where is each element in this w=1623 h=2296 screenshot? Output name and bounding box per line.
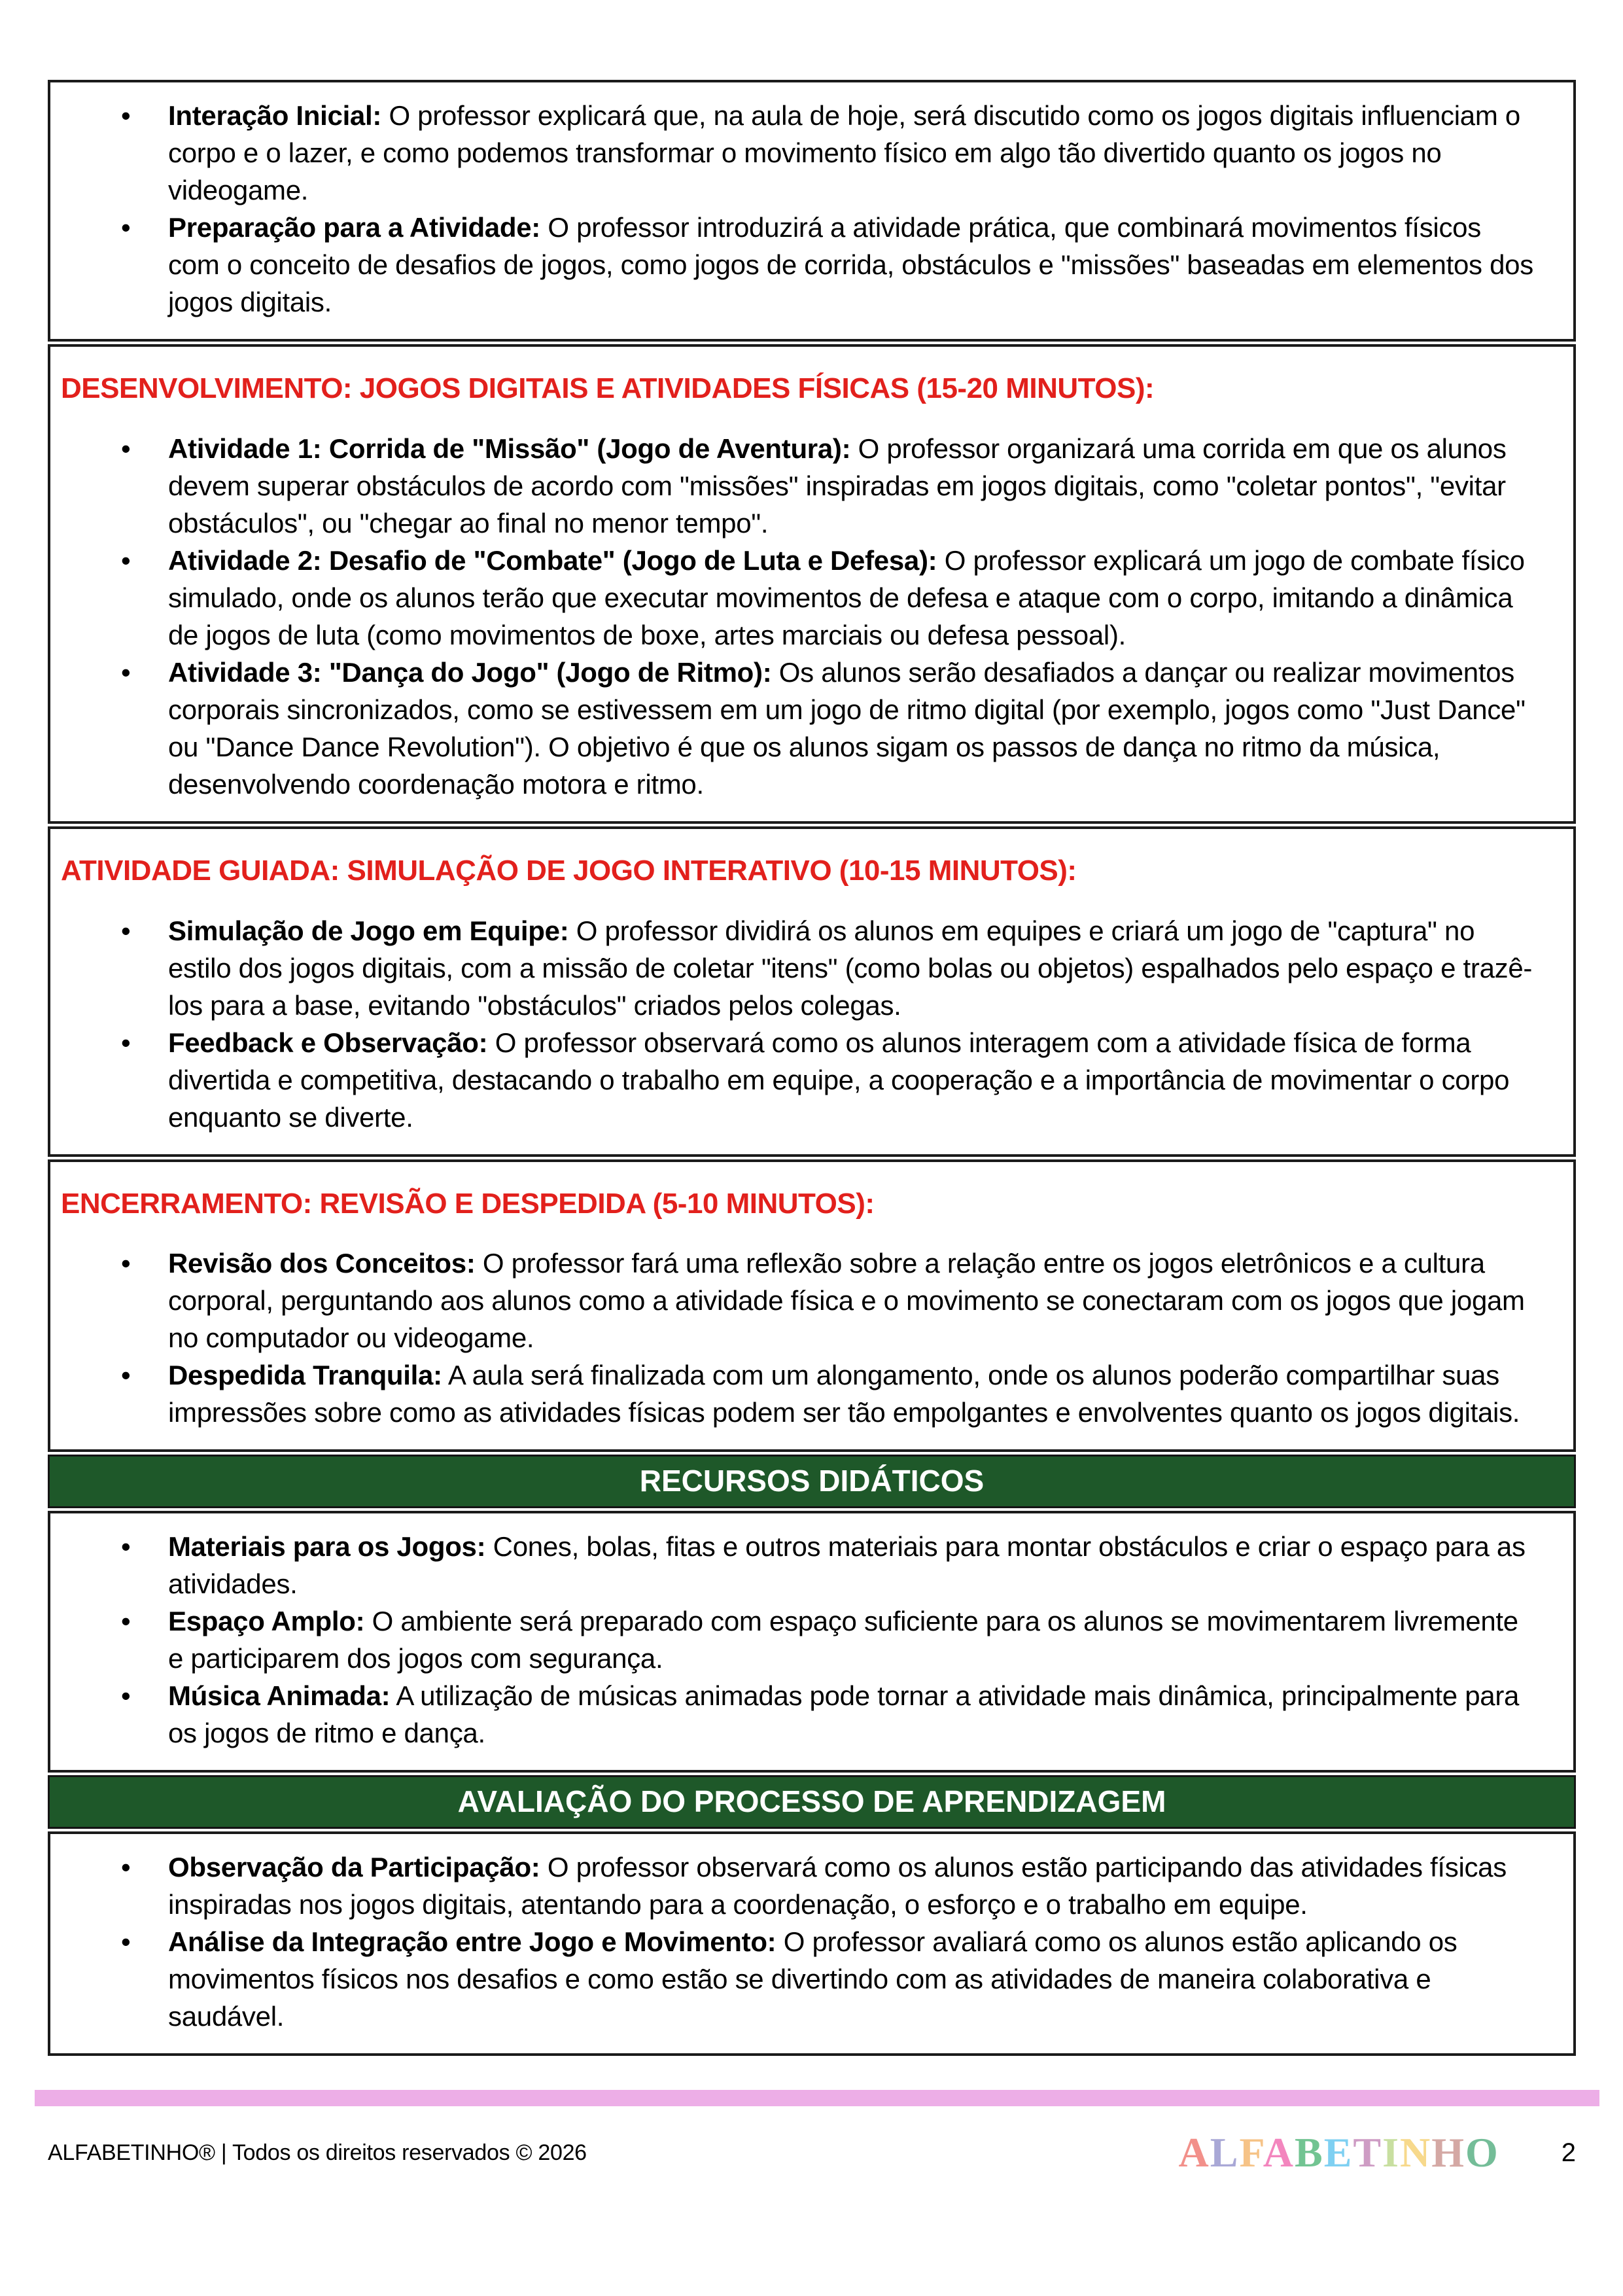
bullet-text bbox=[168, 1602, 1573, 1677]
logo-letter: N bbox=[1399, 2129, 1432, 2176]
bullet-label: Despedida Tranquila: bbox=[168, 1360, 442, 1391]
bullet-text bbox=[168, 1528, 1573, 1602]
logo-letter: H bbox=[1431, 2129, 1465, 2176]
bullet-text bbox=[168, 1356, 1573, 1431]
section-box bbox=[48, 1159, 1576, 1453]
logo-letter: A bbox=[1263, 2129, 1295, 2176]
bullet-text bbox=[168, 1245, 1573, 1356]
alfabetinho-logo bbox=[1179, 2128, 1499, 2177]
bullet-body: Os alunos serão desafiados a dançar ou realizar movimentos corporais sincronizados, como se estivessem em um jogo de ritmo digital (por exemplo, jogos como "Just Dance" ou "Dance Dance Revolution"). O objetivo é que os alunos sigam os passos de dança no ritmo da música, desenvolvendo coordenação motora e ritmo. bbox=[168, 656, 1526, 800]
section-box bbox=[48, 826, 1576, 1157]
bullet-body: O professor observará como os alunos estão participando das atividades físicas inspiradas nos jogos digitais, atentando para a coordenação, o esforço e o trabalho em equipe. bbox=[168, 1852, 1507, 1920]
bullet-list bbox=[50, 1528, 1573, 1752]
bullet-icon: • bbox=[121, 1926, 131, 1958]
page-footer bbox=[48, 2090, 1576, 2177]
list-item bbox=[50, 1245, 1573, 1356]
footer-divider-bar bbox=[35, 2090, 1599, 2106]
bullet-icon: • bbox=[121, 1248, 131, 1279]
bullet-label: Atividade 1: Corrida de "Missão" (Jogo de Aventura): bbox=[168, 433, 851, 464]
footer-right-cluster bbox=[1179, 2128, 1576, 2177]
bullet-icon: • bbox=[121, 212, 131, 243]
bullet-label: Interação Inicial: bbox=[168, 100, 382, 131]
bullet-icon: • bbox=[121, 100, 131, 131]
bullet-icon: • bbox=[121, 915, 131, 946]
bullet-icon: • bbox=[121, 433, 131, 464]
bullet-label: Análise da Integração entre Jogo e Movimento: bbox=[168, 1926, 777, 1958]
list-item bbox=[50, 1923, 1573, 2035]
bullet-icon: • bbox=[121, 1852, 131, 1883]
list-item bbox=[50, 1356, 1573, 1431]
logo-letter: F bbox=[1239, 2129, 1263, 2176]
bullet-body: O professor avaliará como os alunos estão aplicando os movimentos físicos nos desafios e como estão se divertindo com as atividades de maneira colaborativa e saudável. bbox=[168, 1926, 1457, 2032]
page-number: 2 bbox=[1561, 2138, 1576, 2167]
bullet-text bbox=[168, 430, 1573, 542]
bullet-icon: • bbox=[121, 1606, 131, 1637]
bullet-body: A aula será finalizada com um alongamento, onde os alunos poderão compartilhar suas impressões sobre como as atividades físicas podem ser tão empolgantes e envolventes quanto os jogos digitais. bbox=[168, 1360, 1520, 1428]
list-item bbox=[50, 1024, 1573, 1136]
list-item bbox=[50, 430, 1573, 542]
list-item bbox=[50, 1677, 1573, 1752]
bullet-text bbox=[168, 542, 1573, 654]
bullet-label: Revisão dos Conceitos: bbox=[168, 1248, 476, 1279]
bullet-body: O professor introduzirá a atividade prática, que combinará movimentos físicos com o conceito de desafios de jogos, como jogos de corrida, obstáculos e "missões" baseadas em elementos dos jogos digitais. bbox=[168, 212, 1533, 317]
bullet-label: Preparação para a Atividade: bbox=[168, 212, 540, 243]
list-item bbox=[50, 1528, 1573, 1602]
bullet-icon: • bbox=[121, 1531, 131, 1563]
bullet-icon: • bbox=[121, 656, 131, 688]
bullet-list bbox=[50, 97, 1573, 321]
section-box bbox=[48, 344, 1576, 824]
sections-container bbox=[48, 80, 1576, 2056]
section-box bbox=[48, 80, 1576, 342]
bullet-label: Simulação de Jogo em Equipe: bbox=[168, 915, 569, 946]
bullet-body: A utilização de músicas animadas pode tornar a atividade mais dinâmica, principalmente para os jogos de ritmo e dança. bbox=[168, 1680, 1520, 1749]
list-item bbox=[50, 912, 1573, 1024]
bullet-list bbox=[50, 912, 1573, 1136]
bullet-label: Música Animada: bbox=[168, 1680, 391, 1712]
list-item bbox=[50, 542, 1573, 654]
section-heading: ATIVIDADE GUIADA: SIMULAÇÃO DE JOGO INTERATIVO (10-15 MINUTOS): bbox=[61, 854, 1077, 887]
bullet-body: O ambiente será preparado com espaço suficiente para os alunos se movimentarem livremente e participarem dos jogos com segurança. bbox=[168, 1606, 1518, 1674]
bullet-text bbox=[168, 912, 1573, 1024]
list-item bbox=[50, 1848, 1573, 1923]
logo-letter: O bbox=[1465, 2129, 1499, 2176]
list-item bbox=[50, 1602, 1573, 1677]
bullet-icon: • bbox=[121, 1027, 131, 1058]
bullet-label: Materiais para os Jogos: bbox=[168, 1531, 486, 1563]
logo-letter: L bbox=[1210, 2129, 1240, 2176]
bullet-label: Observação da Participação: bbox=[168, 1852, 540, 1883]
section-banner: AVALIAÇÃO DO PROCESSO DE APRENDIZAGEM bbox=[48, 1775, 1576, 1829]
bullet-label: Atividade 3: "Dança do Jogo" (Jogo de Ritmo): bbox=[168, 656, 772, 688]
bullet-label: Atividade 2: Desafio de "Combate" (Jogo de Luta e Defesa): bbox=[168, 544, 937, 576]
bullet-text bbox=[168, 209, 1573, 321]
bullet-icon: • bbox=[121, 1360, 131, 1391]
bullet-body: O professor fará uma reflexão sobre a relação entre os jogos eletrônicos e a cultura corporal, perguntando aos alunos como a atividade física e o movimento se conectaram com os jogos que jogam no computador ou videogame. bbox=[168, 1248, 1525, 1354]
bullet-body: O professor dividirá os alunos em equipes e criará um jogo de "captura" no estilo dos jogos digitais, com a missão de coletar "itens" (como bolas ou objetos) espalhados pelo espaço e trazê-los para a base, evitando "obstáculos" criados pelos colegas. bbox=[168, 915, 1533, 1021]
bullet-text bbox=[168, 1677, 1573, 1752]
section-box bbox=[48, 1831, 1576, 2056]
bullet-body: O professor observará como os alunos interagem com a atividade física de forma divertida e competitiva, destacando o trabalho em equipe, a cooperação e a importância de movimentar o corpo enquanto se diverte. bbox=[168, 1027, 1510, 1133]
section-box bbox=[48, 1511, 1576, 1773]
bullet-icon: • bbox=[121, 1680, 131, 1712]
bullet-text bbox=[168, 654, 1573, 803]
logo-letter: B bbox=[1295, 2129, 1324, 2176]
bullet-list bbox=[50, 1848, 1573, 2035]
bullet-body: O professor organizará uma corrida em que os alunos devem superar obstáculos de acordo com "missões" inspiradas em jogos digitais, como "coletar pontos", "evitar obstáculos", ou "chegar ao final no menor tempo". bbox=[168, 433, 1507, 539]
bullet-text bbox=[168, 97, 1573, 209]
logo-letter: T bbox=[1353, 2129, 1383, 2176]
section-banner: RECURSOS DIDÁTICOS bbox=[48, 1455, 1576, 1508]
bullet-icon: • bbox=[121, 544, 131, 576]
bullet-text bbox=[168, 1024, 1573, 1136]
bullet-label: Espaço Amplo: bbox=[168, 1606, 365, 1637]
section-heading: DESENVOLVIMENTO: JOGOS DIGITAIS E ATIVIDADES FÍSICAS (15-20 MINUTOS): bbox=[61, 372, 1155, 404]
logo-letter: A bbox=[1178, 2129, 1210, 2176]
bullet-body: Cones, bolas, fitas e outros materiais para montar obstáculos e criar o espaço para as atividades. bbox=[168, 1531, 1526, 1600]
bullet-text bbox=[168, 1848, 1573, 1923]
bullet-text bbox=[168, 1923, 1573, 2035]
list-item bbox=[50, 654, 1573, 803]
bullet-list bbox=[50, 430, 1573, 803]
bullet-body: O professor explicará que, na aula de hoje, será discutido como os jogos digitais influenciam o corpo e o lazer, e como podemos transformar o movimento físico em algo tão divertido quanto os jogos no videogame. bbox=[168, 100, 1520, 205]
section-heading: ENCERRAMENTO: REVISÃO E DESPEDIDA (5-10 MINUTOS): bbox=[61, 1187, 875, 1220]
list-item bbox=[50, 97, 1573, 209]
bullet-body: O professor explicará um jogo de combate físico simulado, onde os alunos terão que executar movimentos de defesa e ataque com o corpo, imitando a dinâmica de jogos de luta (como movimentos de boxe, artes marciais ou defesa pessoal). bbox=[168, 544, 1525, 650]
copyright-text: ALFABETINHO® | Todos os direitos reservados © 2026 bbox=[48, 2140, 587, 2165]
list-item bbox=[50, 209, 1573, 321]
logo-letter: E bbox=[1323, 2129, 1353, 2176]
logo-letter: I bbox=[1382, 2129, 1400, 2176]
bullet-label: Feedback e Observação: bbox=[168, 1027, 488, 1058]
footer-row bbox=[48, 2128, 1576, 2177]
bullet-list bbox=[50, 1245, 1573, 1431]
